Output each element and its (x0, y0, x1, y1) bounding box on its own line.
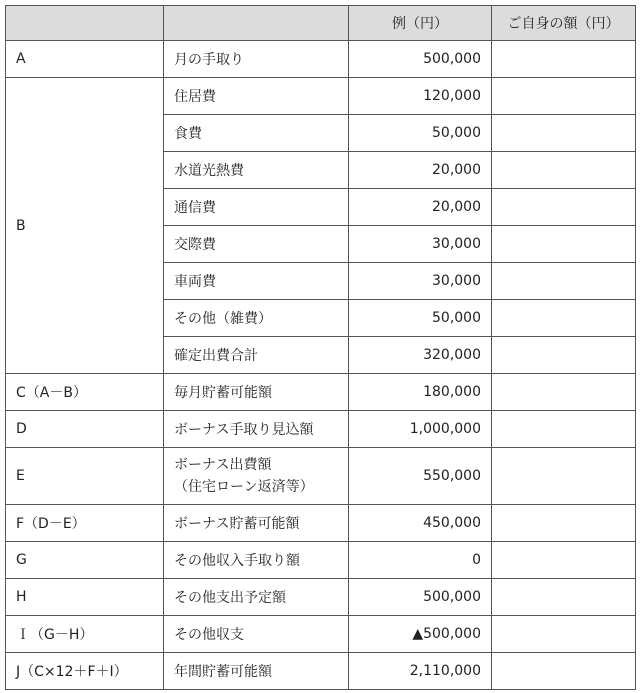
row-yours[interactable] (492, 41, 636, 78)
table-row (6, 374, 636, 411)
table-row (6, 448, 636, 505)
row-example: 450,000 (349, 505, 492, 542)
row-example: 180,000 (349, 374, 492, 411)
header-example: 例（円） (349, 6, 492, 41)
table-row (6, 41, 636, 78)
row-item: その他（雑費） (164, 300, 349, 337)
row-yours[interactable] (492, 616, 636, 653)
row-example: ▲500,000 (349, 616, 492, 653)
row-example: 550,000 (349, 448, 492, 505)
row-id: F（D－E） (6, 505, 164, 542)
row-item: 月の手取り (164, 41, 349, 78)
header-row (6, 6, 636, 41)
row-item: 年間貯蓄可能額 (164, 653, 349, 690)
row-yours[interactable] (492, 653, 636, 690)
row-yours[interactable] (492, 542, 636, 579)
row-item: 食費 (164, 115, 349, 152)
row-example: 2,110,000 (349, 653, 492, 690)
row-yours[interactable] (492, 579, 636, 616)
row-id: J（C×12＋F＋I） (6, 653, 164, 690)
row-item: 通信費 (164, 189, 349, 226)
row-item-line2: （住宅ローン返済等） (174, 479, 314, 495)
row-item: その他支出予定額 (164, 579, 349, 616)
row-yours[interactable] (492, 115, 636, 152)
row-yours[interactable] (492, 300, 636, 337)
row-yours[interactable] (492, 448, 636, 505)
row-item: 水道光熱費 (164, 152, 349, 189)
row-yours[interactable] (492, 263, 636, 300)
row-example: 30,000 (349, 263, 492, 300)
row-example: 50,000 (349, 115, 492, 152)
row-yours[interactable] (492, 374, 636, 411)
table-row (6, 579, 636, 616)
row-example: 320,000 (349, 337, 492, 374)
row-item: 交際費 (164, 226, 349, 263)
header-yours: ご自身の額（円） (492, 6, 636, 41)
row-id: E (6, 448, 164, 505)
row-item: その他収入手取り額 (164, 542, 349, 579)
row-example: 30,000 (349, 226, 492, 263)
row-example: 500,000 (349, 41, 492, 78)
table-row (6, 616, 636, 653)
row-yours[interactable] (492, 226, 636, 263)
row-item: 車両費 (164, 263, 349, 300)
row-id: H (6, 579, 164, 616)
row-item: 確定出費合計 (164, 337, 349, 374)
header-item (164, 6, 349, 41)
table-row (6, 653, 636, 690)
row-item: その他収支 (164, 616, 349, 653)
table-row (6, 78, 636, 115)
row-id: C（A－B） (6, 374, 164, 411)
row-id: D (6, 411, 164, 448)
table-row (6, 542, 636, 579)
table-row (6, 411, 636, 448)
row-item: ボーナス手取り見込額 (164, 411, 349, 448)
row-yours[interactable] (492, 411, 636, 448)
header-id (6, 6, 164, 41)
savings-plan-table (5, 5, 636, 690)
table-row (6, 505, 636, 542)
row-example: 20,000 (349, 189, 492, 226)
row-yours[interactable] (492, 505, 636, 542)
row-item (164, 448, 349, 505)
row-yours[interactable] (492, 189, 636, 226)
row-item: ボーナス貯蓄可能額 (164, 505, 349, 542)
row-id: B (6, 78, 164, 374)
row-example: 0 (349, 542, 492, 579)
row-id: Ｉ（G－H） (6, 616, 164, 653)
row-example: 1,000,000 (349, 411, 492, 448)
row-example: 120,000 (349, 78, 492, 115)
row-item: 住居費 (164, 78, 349, 115)
row-item-line1: ボーナス出費額 (174, 457, 272, 473)
row-yours[interactable] (492, 152, 636, 189)
row-id: A (6, 41, 164, 78)
row-yours[interactable] (492, 337, 636, 374)
row-example: 20,000 (349, 152, 492, 189)
row-example: 50,000 (349, 300, 492, 337)
row-id: G (6, 542, 164, 579)
row-yours[interactable] (492, 78, 636, 115)
row-item: 毎月貯蓄可能額 (164, 374, 349, 411)
row-example: 500,000 (349, 579, 492, 616)
